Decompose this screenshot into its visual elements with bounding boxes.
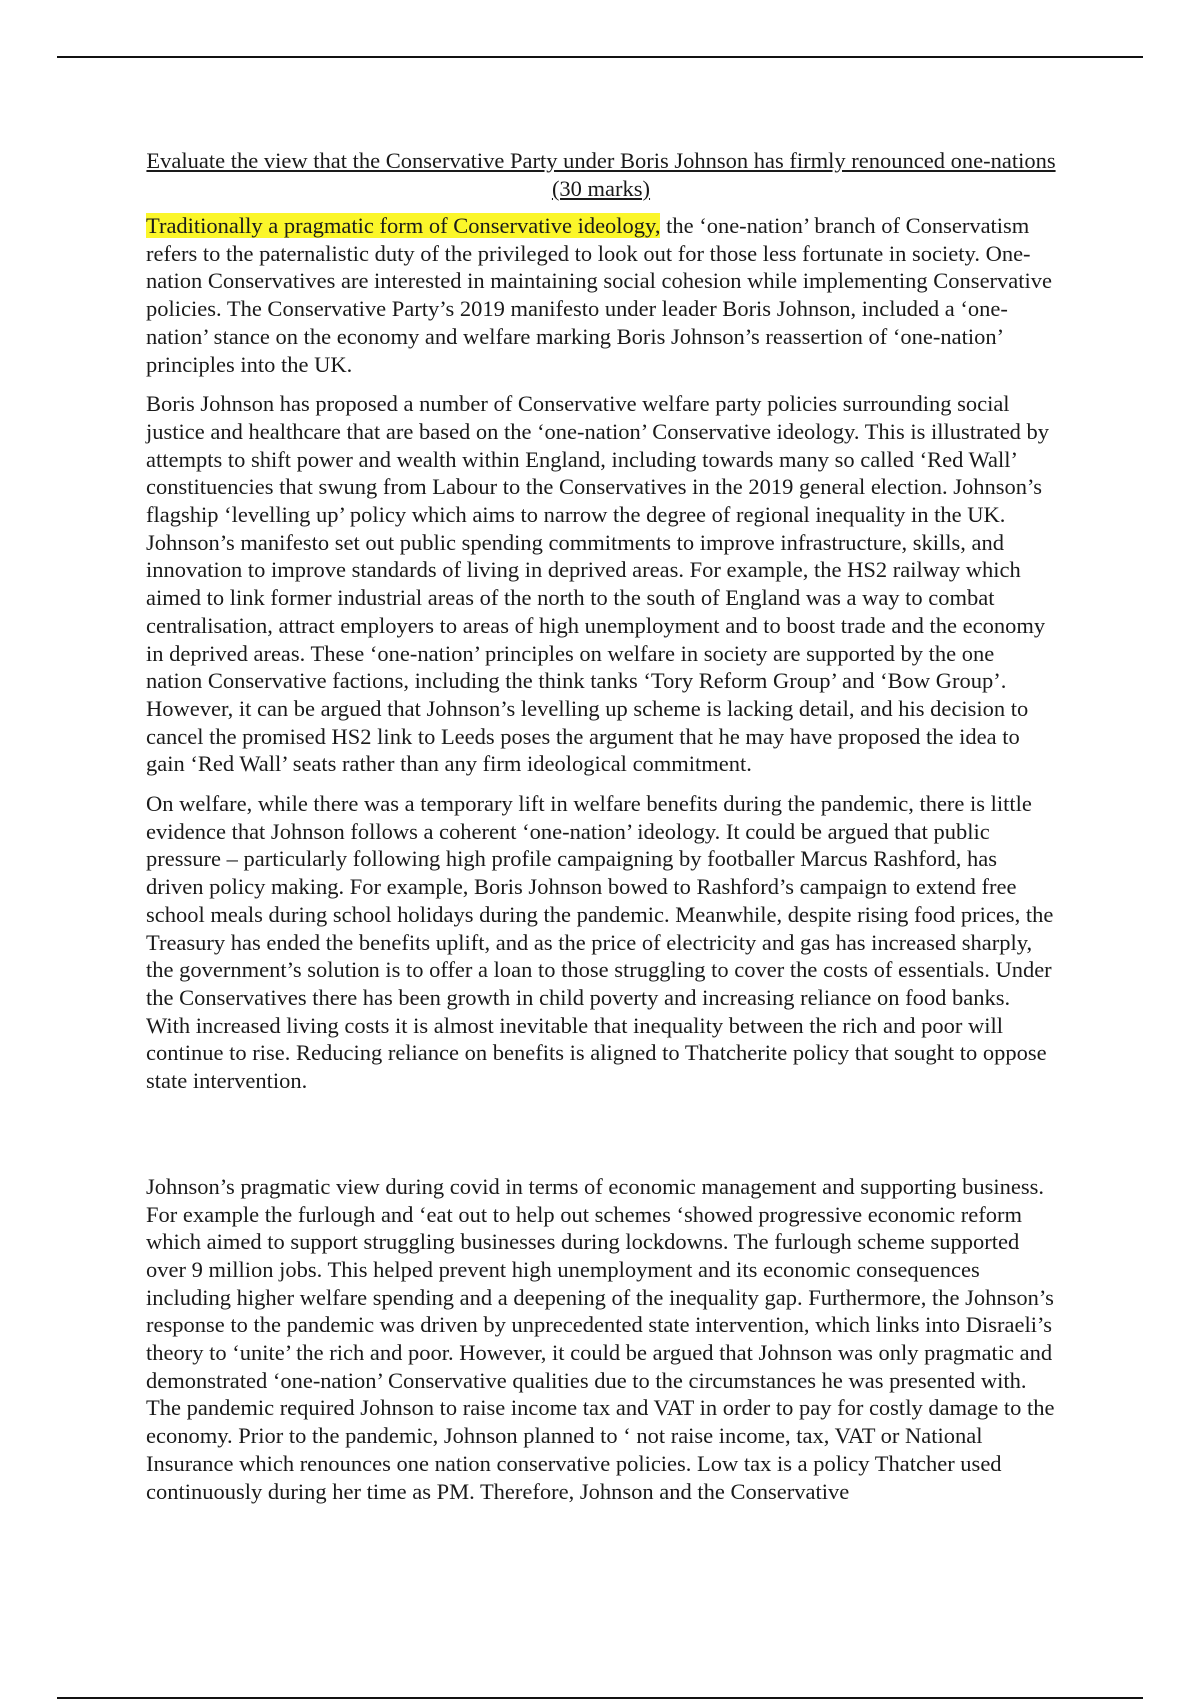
paragraph-intro [146,212,1056,378]
paragraph-levelling-up: Boris Johnson has proposed a number of Conservative welfare party policies surrounding social justice and healthcare that are based on the ‘one-nation’ Conservative ideology. This is illustrated by attempts to shift power and wealth within England, including towards many so called ‘Red Wall’ constituencies that swung from Labour to the Conservatives in the 2019 general election. Johnson’s flagship ‘levelling up’ policy which aims to narrow the degree of regional inequality in the UK. Johnson’s manifesto set out public spending commitments to improve infrastructure, skills, and innovation to improve standards of living in deprived areas. For example, the HS2 railway which aimed to link former industrial areas of the north to the south of England was a way to combat centralisation, attract employers to areas of high unemployment and to boost trade and the economy in deprived areas. These ‘one-nation’ principles on welfare in society are supported by the one nation Conservative factions, including the think tanks ‘Tory Reform Group’ and ‘Bow Group’. However, it can be argued that Johnson’s levelling up scheme is lacking detail, and his decision to cancel the promised HS2 link to Leeds poses the argument that he may have proposed the idea to gain ‘Red Wall’ seats rather than any firm ideological commitment. [146,391,1050,777]
paragraph-gap [146,1107,1056,1173]
highlighted-text: Traditionally a pragmatic form of Conservative ideology, [146,213,661,238]
document-body [146,147,1056,1517]
top-rule [57,56,1143,58]
bottom-rule [57,1697,1143,1699]
essay-title: Evaluate the view that the Conservative Party under Boris Johnson has firmly renounced one-nations (30 marks) [146,148,1056,201]
paragraph-welfare: On welfare, while there was a temporary lift in welfare benefits during the pandemic, there is little evidence that Johnson follows a coherent ‘one-nation’ ideology. It could be argued that public pressure – particularly following high profile campaigning by footballer Marcus Rashford, has driven policy making. For example, Boris Johnson bowed to Rashford’s campaign to extend free school meals during school holidays during the pandemic. Meanwhile, despite rising food prices, the Treasury has ended the benefits uplift, and as the price of electricity and gas has increased sharply, the government’s solution is to offer a loan to those struggling to cover the costs of essentials. Under the Conservatives there has been growth in child poverty and increasing reliance on food banks. With increased living costs it is almost inevitable that inequality between the rich and poor will continue to rise. Reducing reliance on benefits is aligned to Thatcherite policy that sought to oppose state intervention. [146,791,1054,1094]
paragraph-covid: Johnson’s pragmatic view during covid in terms of economic management and supporting business. For example the furlough and ‘eat out to help out schemes ‘showed progressive economic reform which aimed to support struggling businesses during lockdowns. The furlough scheme supported over 9 million jobs. This helped prevent high unemployment and its economic consequences including higher welfare spending and a deepening of the inequality gap. Furthermore, the Johnson’s response to the pandemic was driven by unprecedented state intervention, which links into Disraeli’s theory to ‘unite’ the rich and poor. However, it could be argued that Johnson was only pragmatic and demonstrated ‘one-nation’ Conservative qualities due to the circumstances he was presented with. The pandemic required Johnson to raise income tax and VAT in order to pay for costly damage to the economy. Prior to the pandemic, Johnson planned to ‘ not raise income, tax, VAT or National Insurance which renounces one nation conservative policies. Low tax is a policy Thatcher used continuously during her time as PM. Therefore, Johnson and the Conservative [146,1173,1055,1504]
paragraph-text: the ‘one-nation’ branch of Conservatism refers to the paternalistic duty of the privileged to look out for those less fortunate in society. One-nation Conservatives are interested in maintaining social cohesion while implementing Conservative policies. The Conservative Party’s 2019 manifesto under leader Boris Johnson, included a ‘one-nation’ stance on the economy and welfare marking Boris Johnson’s reassertion of ‘one-nation’ principles into the UK. [146,213,1053,377]
